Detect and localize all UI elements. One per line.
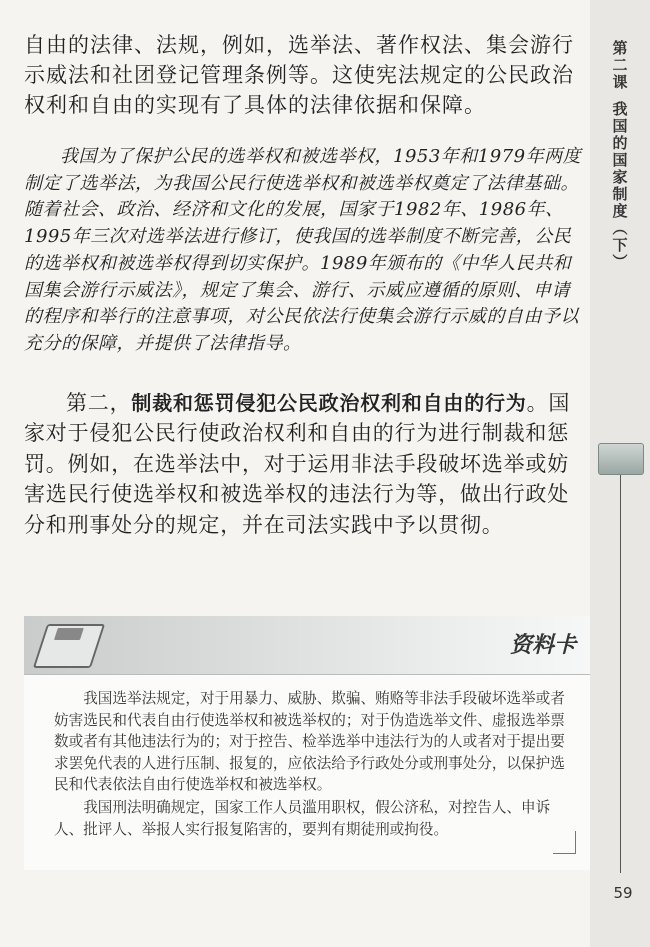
paragraph-1: 自由的法律、法规，例如，选举法、著作权法、集会游行示威法和社团登记管理条例等。这使宪法规定的公民政治权利和自由的实现有了具体的法律依据和保障。 <box>24 33 574 117</box>
paragraph-3-lead: 第二， <box>66 390 132 415</box>
info-card-paragraph-1: 我国选举法规定，对于用暴力、威胁、欺骗、贿赂等非法手段破坏选举或者妨害选民和代表自由行使选举权和被选举权的；对于伪造选举文件、虚报选举票数或者有其他违法行为的；对于控告、检举选举中违法行为的人或者对于提出要求罢免代表的人进行压制、报复的，应依法给予行政处分或刑事处分，以保护选民和代表依法自由行使选举权和被选举权。 <box>54 690 565 794</box>
lesson-topic: 我国的国家制度（下） <box>610 101 629 271</box>
info-card-header <box>24 616 590 675</box>
info-card-title: 资料卡 <box>509 633 576 658</box>
chapter-tab <box>596 40 644 271</box>
paragraph-3-bold: 制裁和惩罚侵犯公民政治权利和自由的行为 <box>131 390 527 415</box>
lesson-label: 第二课 <box>610 40 629 91</box>
side-rule <box>620 475 621 873</box>
paragraph-3 <box>24 388 584 541</box>
info-card-body <box>54 688 574 840</box>
paragraph-3-rest: 。国家对于侵犯公民行使政治权利和自由的行为进行制裁和惩罚。例如，在选举法中，对于运用非法手段破坏选举或妨害选民行使选举权和被选举权的违法行为等，做出行政处分和刑事处分的规定，并在司法实践中予以贯彻。 <box>24 390 571 537</box>
info-card-paragraph-2: 我国刑法明确规定，国家工作人员滥用职权，假公济私，对控告人、申诉人、批评人、举报人实行报复陷害的，要判有期徒刑或拘役。 <box>54 798 551 838</box>
page-number: 59 <box>613 884 633 902</box>
page-curl-icon <box>553 831 576 854</box>
floppy-disk-icon <box>33 624 105 668</box>
paragraph-2: 我国为了保护公民的选举权和被选举权，1953年和1979年两度制定了选举法，为我国公民行使选举权和被选举权奠定了法律基础。随着社会、政治、经济和文化的发展，国家于1982年、1986年、1995年三次对选举法进行修订，使我国的选举制度不断完善，公民的选举权和被选举权得到切实保护。1989年颁布的《中华人民共和国集会游行示威法》，规定了集会、游行、示威应遵循的原则、申请的程序和举行的注意事项，对公民依法行使集会游行示威的自由予以充分的保障，并提供了法律指导。 <box>24 146 582 354</box>
building-icon <box>598 443 644 475</box>
main-text <box>24 30 584 561</box>
info-card <box>24 616 590 870</box>
